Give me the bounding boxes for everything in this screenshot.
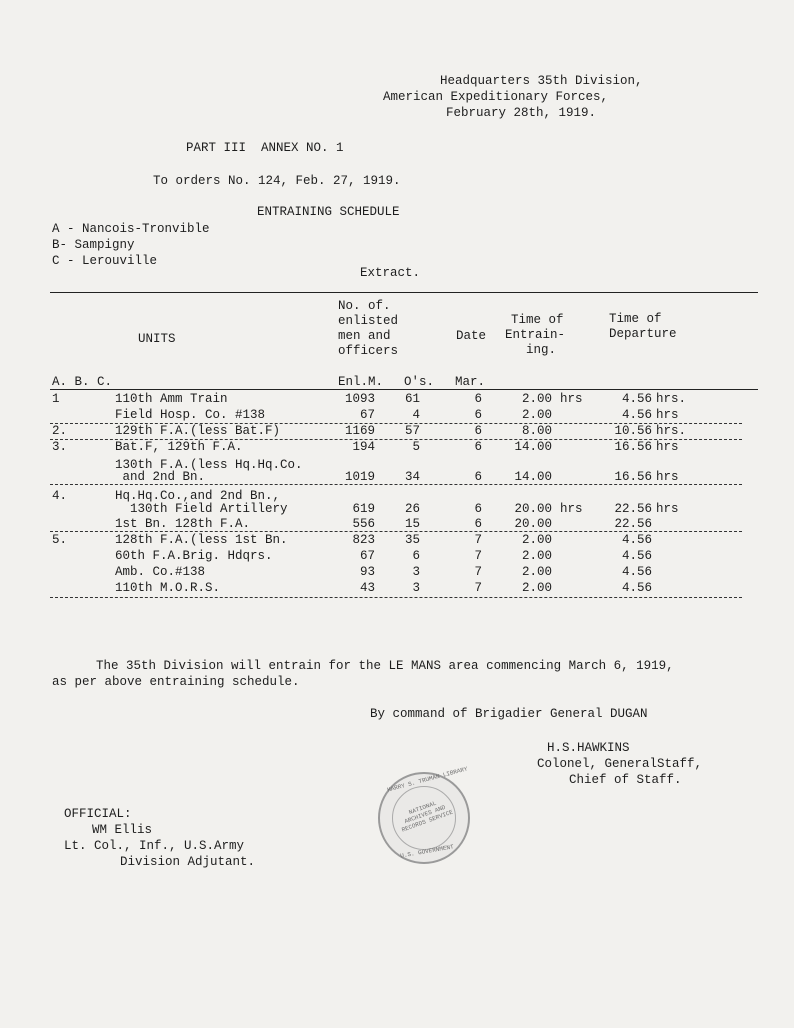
col-men-4: officers — [338, 344, 399, 358]
row-officers: 15 — [404, 517, 420, 531]
command-line: By command of Brigadier General DUGAN — [370, 707, 648, 721]
row-enlisted: 67 — [359, 408, 375, 422]
row-separator — [50, 423, 742, 424]
row-unit: 130th F.A.(less Hq.Hq.Co. — [115, 458, 303, 472]
col-men-2: enlisted — [338, 314, 399, 328]
row-enlisted: 43 — [359, 581, 375, 595]
row-date: 6 — [474, 470, 482, 484]
row-entraining-time: 2.00 — [521, 408, 552, 422]
row-entraining-time: 14.00 — [514, 470, 552, 484]
table-top-rule — [50, 292, 758, 293]
row-unit: 1st Bn. 128th F.A. — [115, 517, 251, 531]
row-unit: 60th F.A.Brig. Hdqrs. — [115, 549, 273, 563]
row-unit: and 2nd Bn. — [115, 470, 206, 484]
row-departure-time: 16.56 — [614, 470, 652, 484]
row-unit: 129th F.A.(less Bat.F) — [115, 424, 281, 438]
row-departure-unit: hrs. — [656, 424, 687, 438]
row-unit: Amb. Co.#138 — [115, 565, 206, 579]
row-date: 6 — [474, 408, 482, 422]
header-line-1: Headquarters 35th Division, — [440, 74, 643, 88]
row-officers: 6 — [412, 549, 420, 563]
row-enlisted: 93 — [359, 565, 375, 579]
row-departure-time: 4.56 — [621, 533, 652, 547]
row-departure-unit: hrs — [656, 502, 679, 516]
sub-abc: A. B. C. — [52, 375, 113, 389]
row-entraining-unit: hrs — [560, 502, 583, 516]
row-number: 2. — [52, 424, 68, 438]
subheader-rule — [50, 389, 758, 390]
signatory-title-1: Colonel, GeneralStaff, — [537, 757, 703, 771]
body-para-2: as per above entraining schedule. — [52, 675, 300, 689]
signatory-name: H.S.HAWKINS — [547, 741, 630, 755]
row-unit: 110th M.O.R.S. — [115, 581, 221, 595]
row-departure-unit: hrs — [656, 408, 679, 422]
row-date: 6 — [474, 517, 482, 531]
orders-line: To orders No. 124, Feb. 27, 1919. — [153, 174, 401, 188]
official-name: WM Ellis — [92, 823, 153, 837]
station-c: C - Lerouville — [52, 254, 158, 268]
part-title: PART III ANNEX NO. 1 — [186, 141, 344, 155]
row-departure-time: 22.56 — [614, 502, 652, 516]
row-departure-time: 16.56 — [614, 440, 652, 454]
col-men-1: No. of. — [338, 299, 391, 313]
row-separator — [50, 484, 742, 485]
stamp-bottom-text: U.S. GOVERNMENT — [399, 843, 455, 860]
col-men-3: men and — [338, 329, 391, 343]
body-para-1: The 35th Division will entrain for the LE MANS area commencing March 6, 1919, — [96, 659, 674, 673]
row-separator — [50, 531, 742, 532]
row-entraining-time: 20.00 — [514, 502, 552, 516]
col-entr-3: ing. — [526, 343, 557, 357]
row-enlisted: 1169 — [344, 424, 375, 438]
row-departure-time: 4.56 — [621, 408, 652, 422]
row-enlisted: 823 — [352, 533, 375, 547]
row-departure-time: 4.56 — [621, 549, 652, 563]
row-departure-time: 4.56 — [621, 392, 652, 406]
header-line-2: American Expeditionary Forces, — [383, 90, 609, 104]
row-date: 7 — [474, 549, 482, 563]
row-unit: 130th Field Artillery — [115, 502, 288, 516]
signatory-title-2: Chief of Staff. — [569, 773, 682, 787]
official-label: OFFICIAL: — [64, 807, 132, 821]
row-entraining-time: 8.00 — [521, 424, 552, 438]
sub-mar: Mar. — [455, 375, 486, 389]
row-unit: Field Hosp. Co. #138 — [115, 408, 266, 422]
schedule-title: ENTRAINING SCHEDULE — [257, 205, 400, 219]
row-date: 7 — [474, 565, 482, 579]
row-date: 7 — [474, 581, 482, 595]
row-entraining-time: 20.00 — [514, 517, 552, 531]
row-entraining-time: 2.00 — [521, 533, 552, 547]
extract-label: Extract. — [360, 266, 421, 280]
row-departure-time: 4.56 — [621, 581, 652, 595]
row-entraining-time: 2.00 — [521, 392, 552, 406]
station-b: B- Sampigny — [52, 238, 135, 252]
row-date: 6 — [474, 392, 482, 406]
row-enlisted: 1019 — [344, 470, 375, 484]
row-unit: 128th F.A.(less 1st Bn. — [115, 533, 288, 547]
row-departure-unit: hrs. — [656, 392, 687, 406]
row-number: 4. — [52, 489, 68, 503]
sub-enl: Enl.M. — [338, 375, 384, 389]
row-departure-time: 10.56 — [614, 424, 652, 438]
row-departure-time: 22.56 — [614, 517, 652, 531]
row-number: 5. — [52, 533, 68, 547]
row-unit: Bat.F, 129th F.A. — [115, 440, 243, 454]
row-entraining-time: 14.00 — [514, 440, 552, 454]
row-officers: 26 — [404, 502, 420, 516]
row-officers: 61 — [404, 392, 420, 406]
col-date: Date — [456, 329, 487, 343]
row-officers: 57 — [404, 424, 420, 438]
stamp-inner-text: NATIONAL ARCHIVES AND RECORDS SERVICE — [400, 799, 454, 834]
station-a: A - Nancois-Tronvible — [52, 222, 210, 236]
row-entraining-time: 2.00 — [521, 581, 552, 595]
row-enlisted: 194 — [352, 440, 375, 454]
row-officers: 4 — [412, 408, 420, 422]
row-enlisted: 1093 — [344, 392, 375, 406]
row-unit: 110th Amm Train — [115, 392, 228, 406]
row-date: 6 — [474, 440, 482, 454]
col-entr-1: Time of — [511, 313, 564, 327]
row-enlisted: 619 — [352, 502, 375, 516]
row-date: 6 — [474, 502, 482, 516]
row-separator — [50, 597, 742, 598]
row-officers: 35 — [404, 533, 420, 547]
row-unit: Hq.Hq.Co.,and 2nd Bn., — [115, 489, 281, 503]
row-officers: 5 — [412, 440, 420, 454]
row-entraining-time: 2.00 — [521, 549, 552, 563]
col-dep-2: Departure — [609, 327, 677, 341]
row-departure-unit: hrs — [656, 440, 679, 454]
row-departure-time: 4.56 — [621, 565, 652, 579]
row-officers: 34 — [404, 470, 420, 484]
sub-os: O's. — [404, 375, 435, 389]
row-date: 6 — [474, 424, 482, 438]
row-officers: 3 — [412, 581, 420, 595]
row-entraining-time: 2.00 — [521, 565, 552, 579]
row-officers: 3 — [412, 565, 420, 579]
stamp-outer-text: HARRY S. TRUMAN LIBRARY — [386, 765, 469, 794]
row-number: 1 — [52, 392, 60, 406]
archive-stamp — [378, 765, 470, 864]
row-enlisted: 67 — [359, 549, 375, 563]
col-entr-2: Entrain- — [505, 328, 566, 342]
row-enlisted: 556 — [352, 517, 375, 531]
col-units: UNITS — [138, 332, 176, 346]
row-number: 3. — [52, 440, 68, 454]
row-entraining-unit: hrs — [560, 392, 583, 406]
official-rank: Lt. Col., Inf., U.S.Army — [64, 839, 245, 853]
row-date: 7 — [474, 533, 482, 547]
official-role: Division Adjutant. — [120, 855, 256, 869]
col-dep-1: Time of — [609, 312, 662, 326]
row-departure-unit: hrs — [656, 470, 679, 484]
row-separator — [50, 439, 742, 440]
header-line-3: February 28th, 1919. — [446, 106, 597, 120]
